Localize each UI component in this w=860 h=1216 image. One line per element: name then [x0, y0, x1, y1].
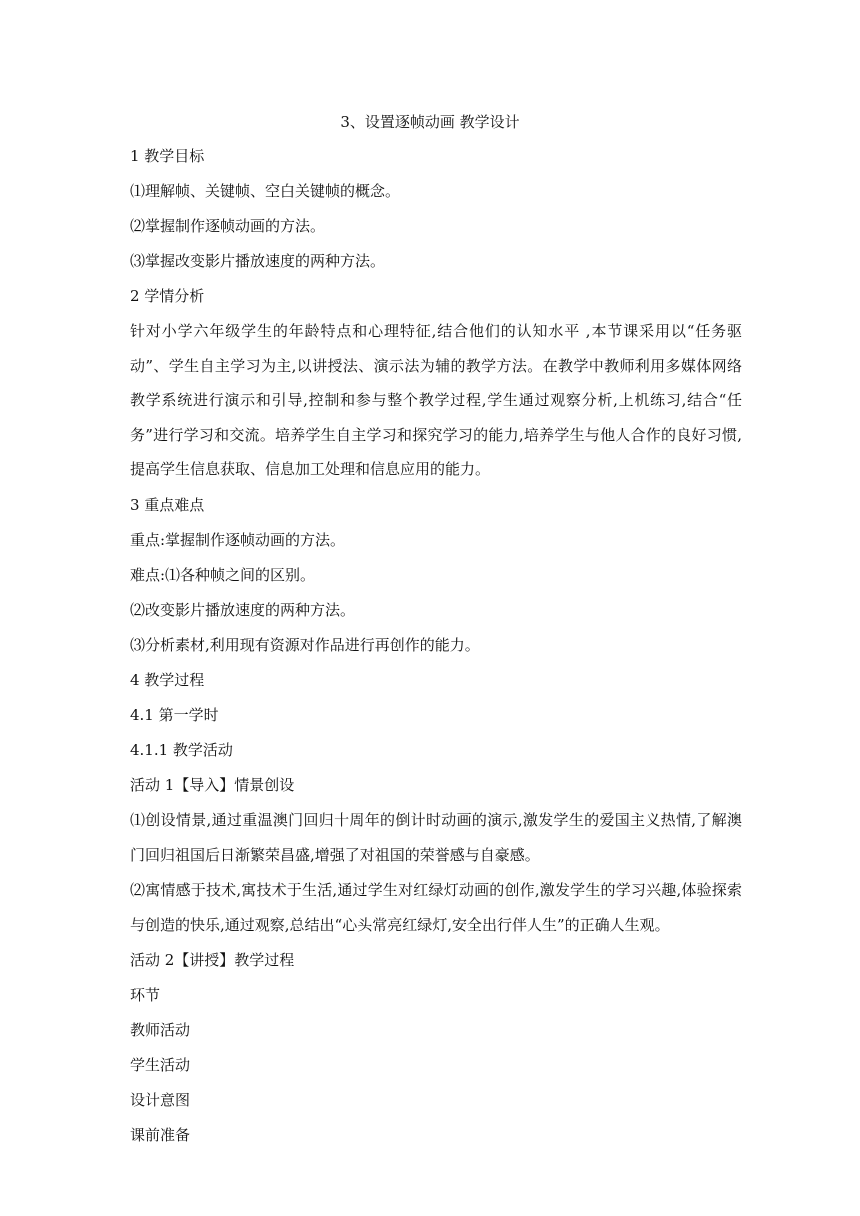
section-heading-key-points: 3 重点难点	[130, 495, 205, 514]
difficult-point: ⑵改变影片播放速度的两种方法。	[130, 600, 356, 619]
section-heading-analysis: 2 学情分析	[130, 287, 205, 305]
difficult-point: 难点:⑴各种帧之间的区别。	[130, 565, 316, 584]
table-cell: 课前准备	[130, 1126, 191, 1145]
activity1-paragraph: ⑴创设情景,通过重温澳门回归十周年的倒计时动画的演示,激发学生的爱国主义热情,了解澳门回归祖国后日渐繁荣昌盛,增强了对祖国的荣誉感与自豪感。	[130, 810, 742, 864]
table-cell: 环节	[130, 986, 161, 1005]
activity1-paragraph: ⑵寓情感于技术,寓技术于生活,通过学生对红绿灯动画的创作,激发学生的学习兴趣,体验探索与创造的快乐,通过观察,总结出“心头常亮红绿灯,安全出行伴人生”的正确人生观。	[130, 881, 742, 934]
key-point: 重点:掌握制作逐帧动画的方法。	[130, 530, 346, 549]
table-cell: 设计意图	[130, 1091, 191, 1110]
sub-heading-first-period: 4.1 第一学时	[130, 705, 219, 724]
objective-item: ⑶掌握改变影片播放速度的两种方法。	[130, 252, 386, 270]
difficult-point: ⑶分析素材,利用现有资源对作品进行再创作的能力。	[130, 635, 480, 654]
table-cell: 学生活动	[130, 1056, 191, 1075]
analysis-paragraph: 针对小学六年级学生的年龄特点和心理特征,结合他们的认知水平 ,本节课采用以“任务驱动”、学生自主学习为主,以讲授法、演示法为辅的教学方法。在教学中教师利用多媒体网络教学系统进行演示和引导,控制和参与整个教学过程,学生通过观察分析,上机练习,结合“任务”进行学习和交流。培养学生自主学习和探究学习的能力,培养学生与他人合作的良好习惯,提高学生信息获取、信息加工处理和信息应用的能力。	[130, 322, 742, 479]
table-cell: 教师活动	[130, 1021, 191, 1040]
sub-heading-activities: 4.1.1 教学活动	[130, 740, 233, 759]
activity2-heading: 活动 2【讲授】教学过程	[130, 951, 295, 970]
document-body	[130, 146, 742, 1160]
objective-item: ⑴理解帧、关键帧、空白关键帧的概念。	[130, 182, 401, 200]
activity1-heading: 活动 1【导入】情景创设	[130, 775, 295, 794]
objective-item: ⑵掌握制作逐帧动画的方法。	[130, 217, 326, 235]
section-heading-objectives: 1 教学目标	[130, 147, 205, 165]
document-title: 3、设置逐帧动画 教学设计	[340, 113, 520, 131]
section-heading-process: 4 教学过程	[130, 670, 205, 689]
